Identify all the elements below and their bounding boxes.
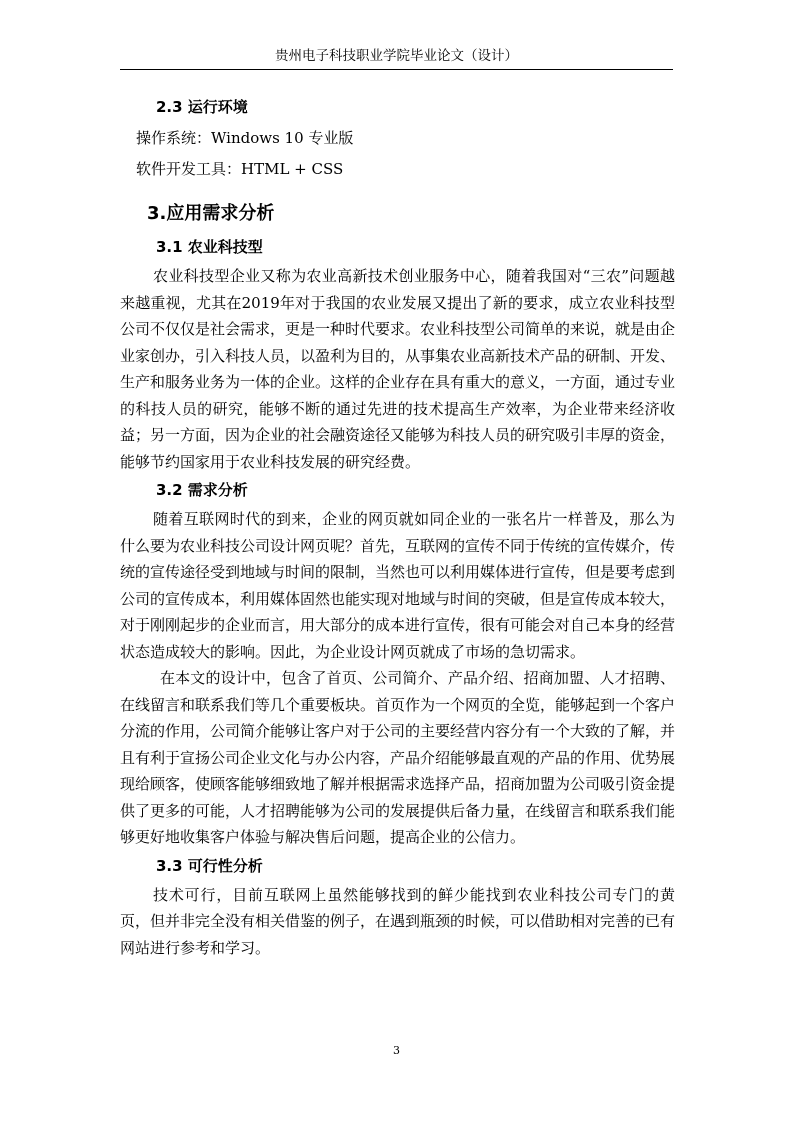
section-3-2-heading: 3.2 需求分析 [156,481,248,499]
section-3-3-heading: 3.3 可行性分析 [156,856,263,875]
section-3-3-paragraph: 技术可行，目前互联网上虽然能够找到的鲜少能找到农业科技公司专门的黄页，但并非完全没有相关借鉴的例子，在遇到瓶颈的时候，可以借助相对完善的已有网站进行参考和学习。 [120,885,676,957]
section-2-3-heading: 2.3 运行环境 [156,98,248,116]
page-header: 贵州电子科技职业学院毕业论文（设计） [120,44,673,70]
tools-line: 软件开发工具：HTML + CSS [136,160,344,178]
section-3-1-paragraph: 农业科技型企业又称为农业高新技术创业服务中心，随着我国对“三农”问题越来越重视，尤其在2019年对于我国的农业发展又提出了新的要求，成立农业科技型公司不仅仅是社会需求，更是一种时代要求。农业科技型公司简单的来说，就是由企业家创办，引入科技人员，以盈利为目的，从事集农业高新技术产品的研制、开发、生产和服务业务为一体的企业。这样的企业存在具有重大的意义，一方面，通过专业的科技人员的研究，能够不断的通过先进的技术提高生产效率，为企业带来经济收益；另一方面，因为企业的社会融资途径又能够为科技人员的研究吸引丰厚的资金，能够节约国家用于农业科技发展的研究经费。 [120,267,676,471]
section-3-heading: 3.应用需求分析 [147,203,275,224]
section-3-1-heading: 3.1 农业科技型 [156,238,263,256]
section-3-2-paragraph-1: 随着互联网时代的到来，企业的网页就如同企业的一张名片一样普及，那么为什么要为农业科技公司设计网页呢？首先，互联网的宣传不同于传统的宣传媒介，传统的宣传途径受到地域与时间的限制，当然也可以利用媒体进行宣传，但是要考虑到公司的宣传成本，利用媒体固然也能实现对地域与时间的突破，但是宣传成本较大，对于刚刚起步的企业而言，用大部分的成本进行宣传，很有可能会对自己本身的经营状态造成较大的影响。因此，为企业设计网页就成了市场的急切需求。 [120,510,676,661]
section-3-2-paragraph-2: 在本文的设计中，包含了首页、公司简介、产品介绍、招商加盟、人才招聘、在线留言和联系我们等几个重要板块。首页作为一个网页的全览，能够起到一个客户分流的作用，公司简介能够让客户对于公司的主要经营内容分有一个大致的了解，并且有利于宣扬公司企业文化与办公内容，产品介绍能够最直观的产品的作用、优势展现给顾客，使顾客能够细致地了解并根据需求选择产品，招商加盟为公司吸引资金提供了更多的可能，人才招聘能够为公司的发展提供后备力量，在线留言和联系我们能够更好地收集客户体验与解决售后问题，提高企业的公信力。 [120,669,676,846]
page-number: 3 [393,1044,400,1057]
os-line: 操作系统：Windows 10 专业版 [136,129,354,147]
document-body [120,92,675,961]
